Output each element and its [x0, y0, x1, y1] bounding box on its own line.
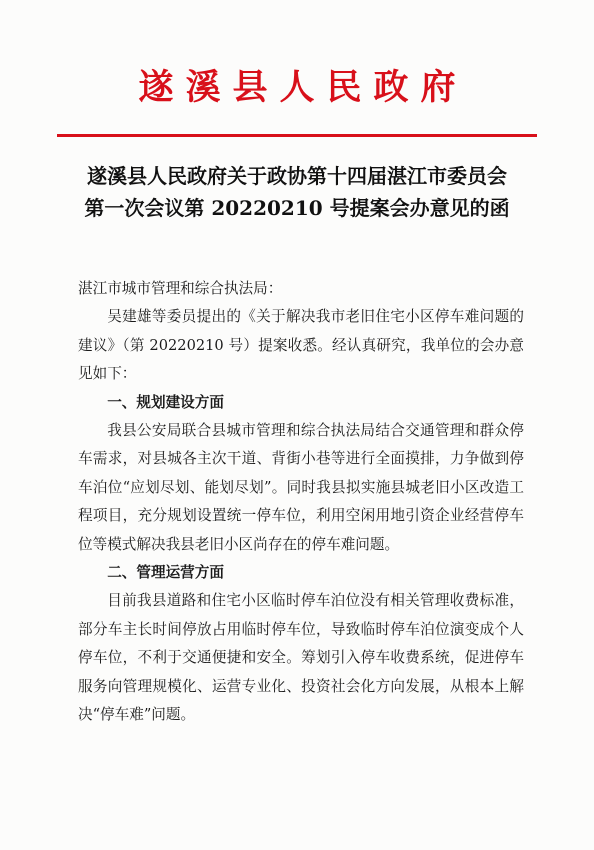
- intro-paragraph: 吴建雄等委员提出的《关于解决我市老旧住宅小区停车难问题的建议》（第 20220210 号）提案收悉。经认真研究，我单位的会办意见如下：: [78, 308, 524, 383]
- masthead: 遂溪县人民政府: [138, 67, 468, 108]
- document-title-line-1: 遂溪县人民政府关于政协第十四届湛江市委员会: [87, 164, 507, 188]
- red-divider-line: [57, 134, 537, 137]
- section-1-heading: 一、规划建设方面: [107, 393, 224, 411]
- section-2-heading: 二、管理运营方面: [107, 564, 224, 582]
- section-2-paragraph: 目前我县道路和住宅小区临时停车泊位没有相关管理收费标准，部分车主长时间停放占用临时停车位，导致临时停车泊位演变成个人停车位，不利于交通便捷和安全。筹划引入停车收费系统，促进停车服务向管理规模化、运营专业化、投资社会化方向发展，从根本上解决“停车难”问题。: [78, 592, 524, 724]
- document-title-line-2: 第一次会议第 20220210 号提案会办意见的函: [84, 196, 510, 220]
- section-1-paragraph: 我县公安局联合县城市管理和综合执法局结合交通管理和群众停车需求，对县城各主次干道、背街小巷等进行全面摸排，力争做到停车泊位“应划尽划、能划尽划”。同时我县拟实施县城老旧小区改造工程项目，充分规划设置统一停车位，利用空闲用地引资企业经营停车位等模式解决我县老旧小区尚存在的停车难问题。: [78, 422, 524, 553]
- document-body: [78, 275, 524, 730]
- recipient-line: 湛江市城市管理和综合执法局：: [78, 280, 283, 297]
- document-title: [40, 160, 554, 224]
